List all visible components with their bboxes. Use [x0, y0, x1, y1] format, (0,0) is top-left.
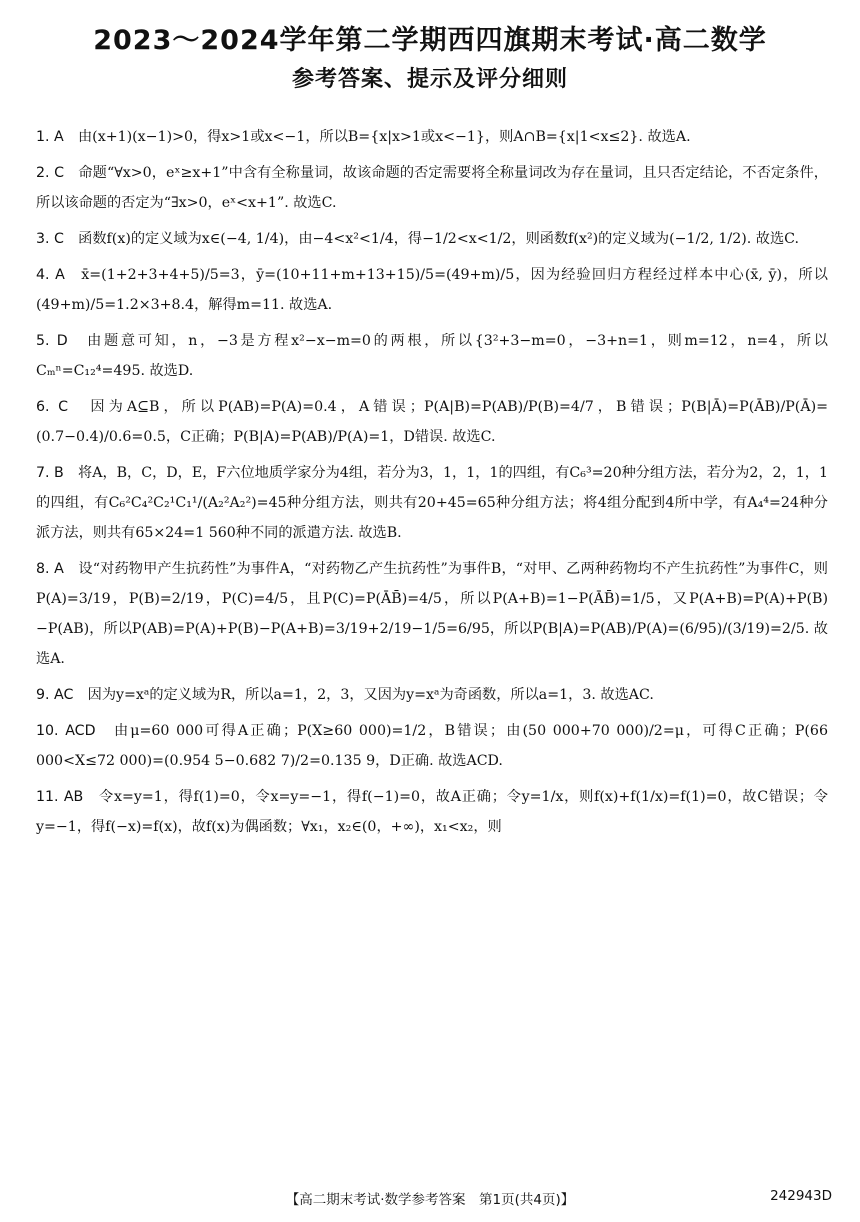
answer-text: 由题意可知，n，−3是方程x²−x−m=0的两根，所以{3²+3−m=0，−3+n=1，则m=12，n=4，所以Cₘⁿ=C₁₂⁴=495. 故选D. [36, 333, 828, 379]
answer-number: 1. A [36, 129, 64, 145]
page-footer: 【高二期末考试·数学参考答案 第1页(共4页)】 [285, 1192, 575, 1208]
answer-text: 函数f(x)的定义域为x∈(−4, 1/4)，由−4<x²<1/4，得−1/2<x<1/2，则函数f(x²)的定义域为(−1/2, 1/2). 故选C. [78, 231, 800, 247]
answer-number: 6. C [36, 399, 69, 415]
document-code: 242943D [770, 1188, 832, 1204]
answer-item [36, 122, 828, 152]
answer-number: 8. A [36, 561, 64, 577]
answer-number: 3. C [36, 231, 64, 247]
answer-text: 将A，B，C，D，E，F六位地质学家分为4组，若分为3，1，1，1的四组，有C₆³=20种分组方法，若分为2，2，1，1的四组，有C₆²C₄²C₂¹C₁¹/(A₂²A₂²)=45种分组方法，则共有20+45=65种分组方法；将4组分配到4所中学，有A₄⁴=24种分派方法，则共有65×24=1 560种不同的派遣方法. 故选B. [36, 465, 829, 541]
answer-number: 5. D [36, 333, 68, 349]
answer-number: 11. AB [36, 789, 84, 805]
answer-text: 令x=y=1，得f(1)=0，令x=y=−1，得f(−1)=0，故A正确；令y=1/x，则f(x)+f(1/x)=f(1)=0，故C错误；令y=−1，得f(−x)=f(x)，故f(x)为偶函数；∀x₁，x₂∈(0，+∞)，x₁<x₂，则 [36, 789, 828, 835]
answer-item [36, 458, 828, 548]
answer-number: 2. C [36, 165, 65, 181]
answer-text: 因为A⊆B，所以P(AB)=P(A)=0.4，A错误；P(A|B)=P(AB)/P(B)=4/7，B错误；P(B|Ā)=P(ĀB)/P(Ā)=(0.7−0.4)/0.6=0.5，C正确；P(B|A)=P(AB)/P(A)=1，D错误. 故选C. [36, 399, 828, 445]
answer-number: 9. AC [36, 687, 74, 703]
answer-item [36, 782, 828, 842]
answer-item [36, 260, 828, 320]
answer-item [36, 680, 828, 710]
answer-number: 7. B [36, 465, 64, 481]
answer-text: 因为y=xᵃ的定义域为R，所以a=1，2，3，又因为y=xᵃ为奇函数，所以a=1，3. 故选AC. [87, 687, 654, 703]
page-title: 2023～2024学年第二学期西四旗期末考试·高二数学 [93, 25, 767, 56]
answer-text: 由(x+1)(x−1)>0，得x>1或x<−1，所以B={x|x>1或x<−1}，则A∩B={x|1<x≤2}. 故选A. [77, 129, 691, 145]
answer-item [36, 326, 828, 386]
answer-text: 命题“∀x>0，eˣ≥x+1”中含有全称量词，故该命题的否定需要将全称量词改为存在量词，且只否定结论，不否定条件，所以该命题的否定为“∃x>0，eˣ<x+1”. 故选C. [36, 165, 828, 211]
answer-number: 4. A [36, 267, 65, 283]
answer-text: x̄=(1+2+3+4+5)/5=3，ȳ=(10+11+m+13+15)/5=(49+m)/5，因为经验回归方程经过样本中心(x̄, ȳ)，所以(49+m)/5=1.2×3+8.4，解得m=11. 故选A. [36, 267, 828, 313]
answer-item [36, 158, 828, 218]
answer-item [36, 554, 828, 674]
page-subtitle: 参考答案、提示及评分细则 [291, 67, 568, 92]
answer-text: 设“对药物甲产生抗药性”为事件A，“对药物乙产生抗药性”为事件B，“对甲、乙两种药物均不产生抗药性”为事件C，则P(A)=3/19，P(B)=2/19，P(C)=4/5，且P(C)=P(ĀB̄)=4/5，所以P(A+B)=1−P(ĀB̄)=1/5，又P(A+B)=P(A)+P(B)−P(AB)，所以P(AB)=P(A)+P(B)−P(A+B)=3/19+2/19−1/5=6/95，所以P(B|A)=P(AB)/P(A)=(6/95)/(3/19)=2/5. 故选A. [36, 561, 828, 667]
answer-item [36, 716, 828, 776]
answer-list [36, 122, 828, 848]
answer-item [36, 392, 828, 452]
answer-text: 由μ=60 000可得A正确；P(X≥60 000)=1/2，B错误；由(50 000+70 000)/2=μ，可得C正确；P(66 000<X≤72 000)=(0.954 5−0.682 7)/2=0.135 9，D正确. 故选ACD. [36, 723, 828, 769]
answer-item [36, 224, 828, 254]
answer-number: 10. ACD [36, 723, 96, 739]
